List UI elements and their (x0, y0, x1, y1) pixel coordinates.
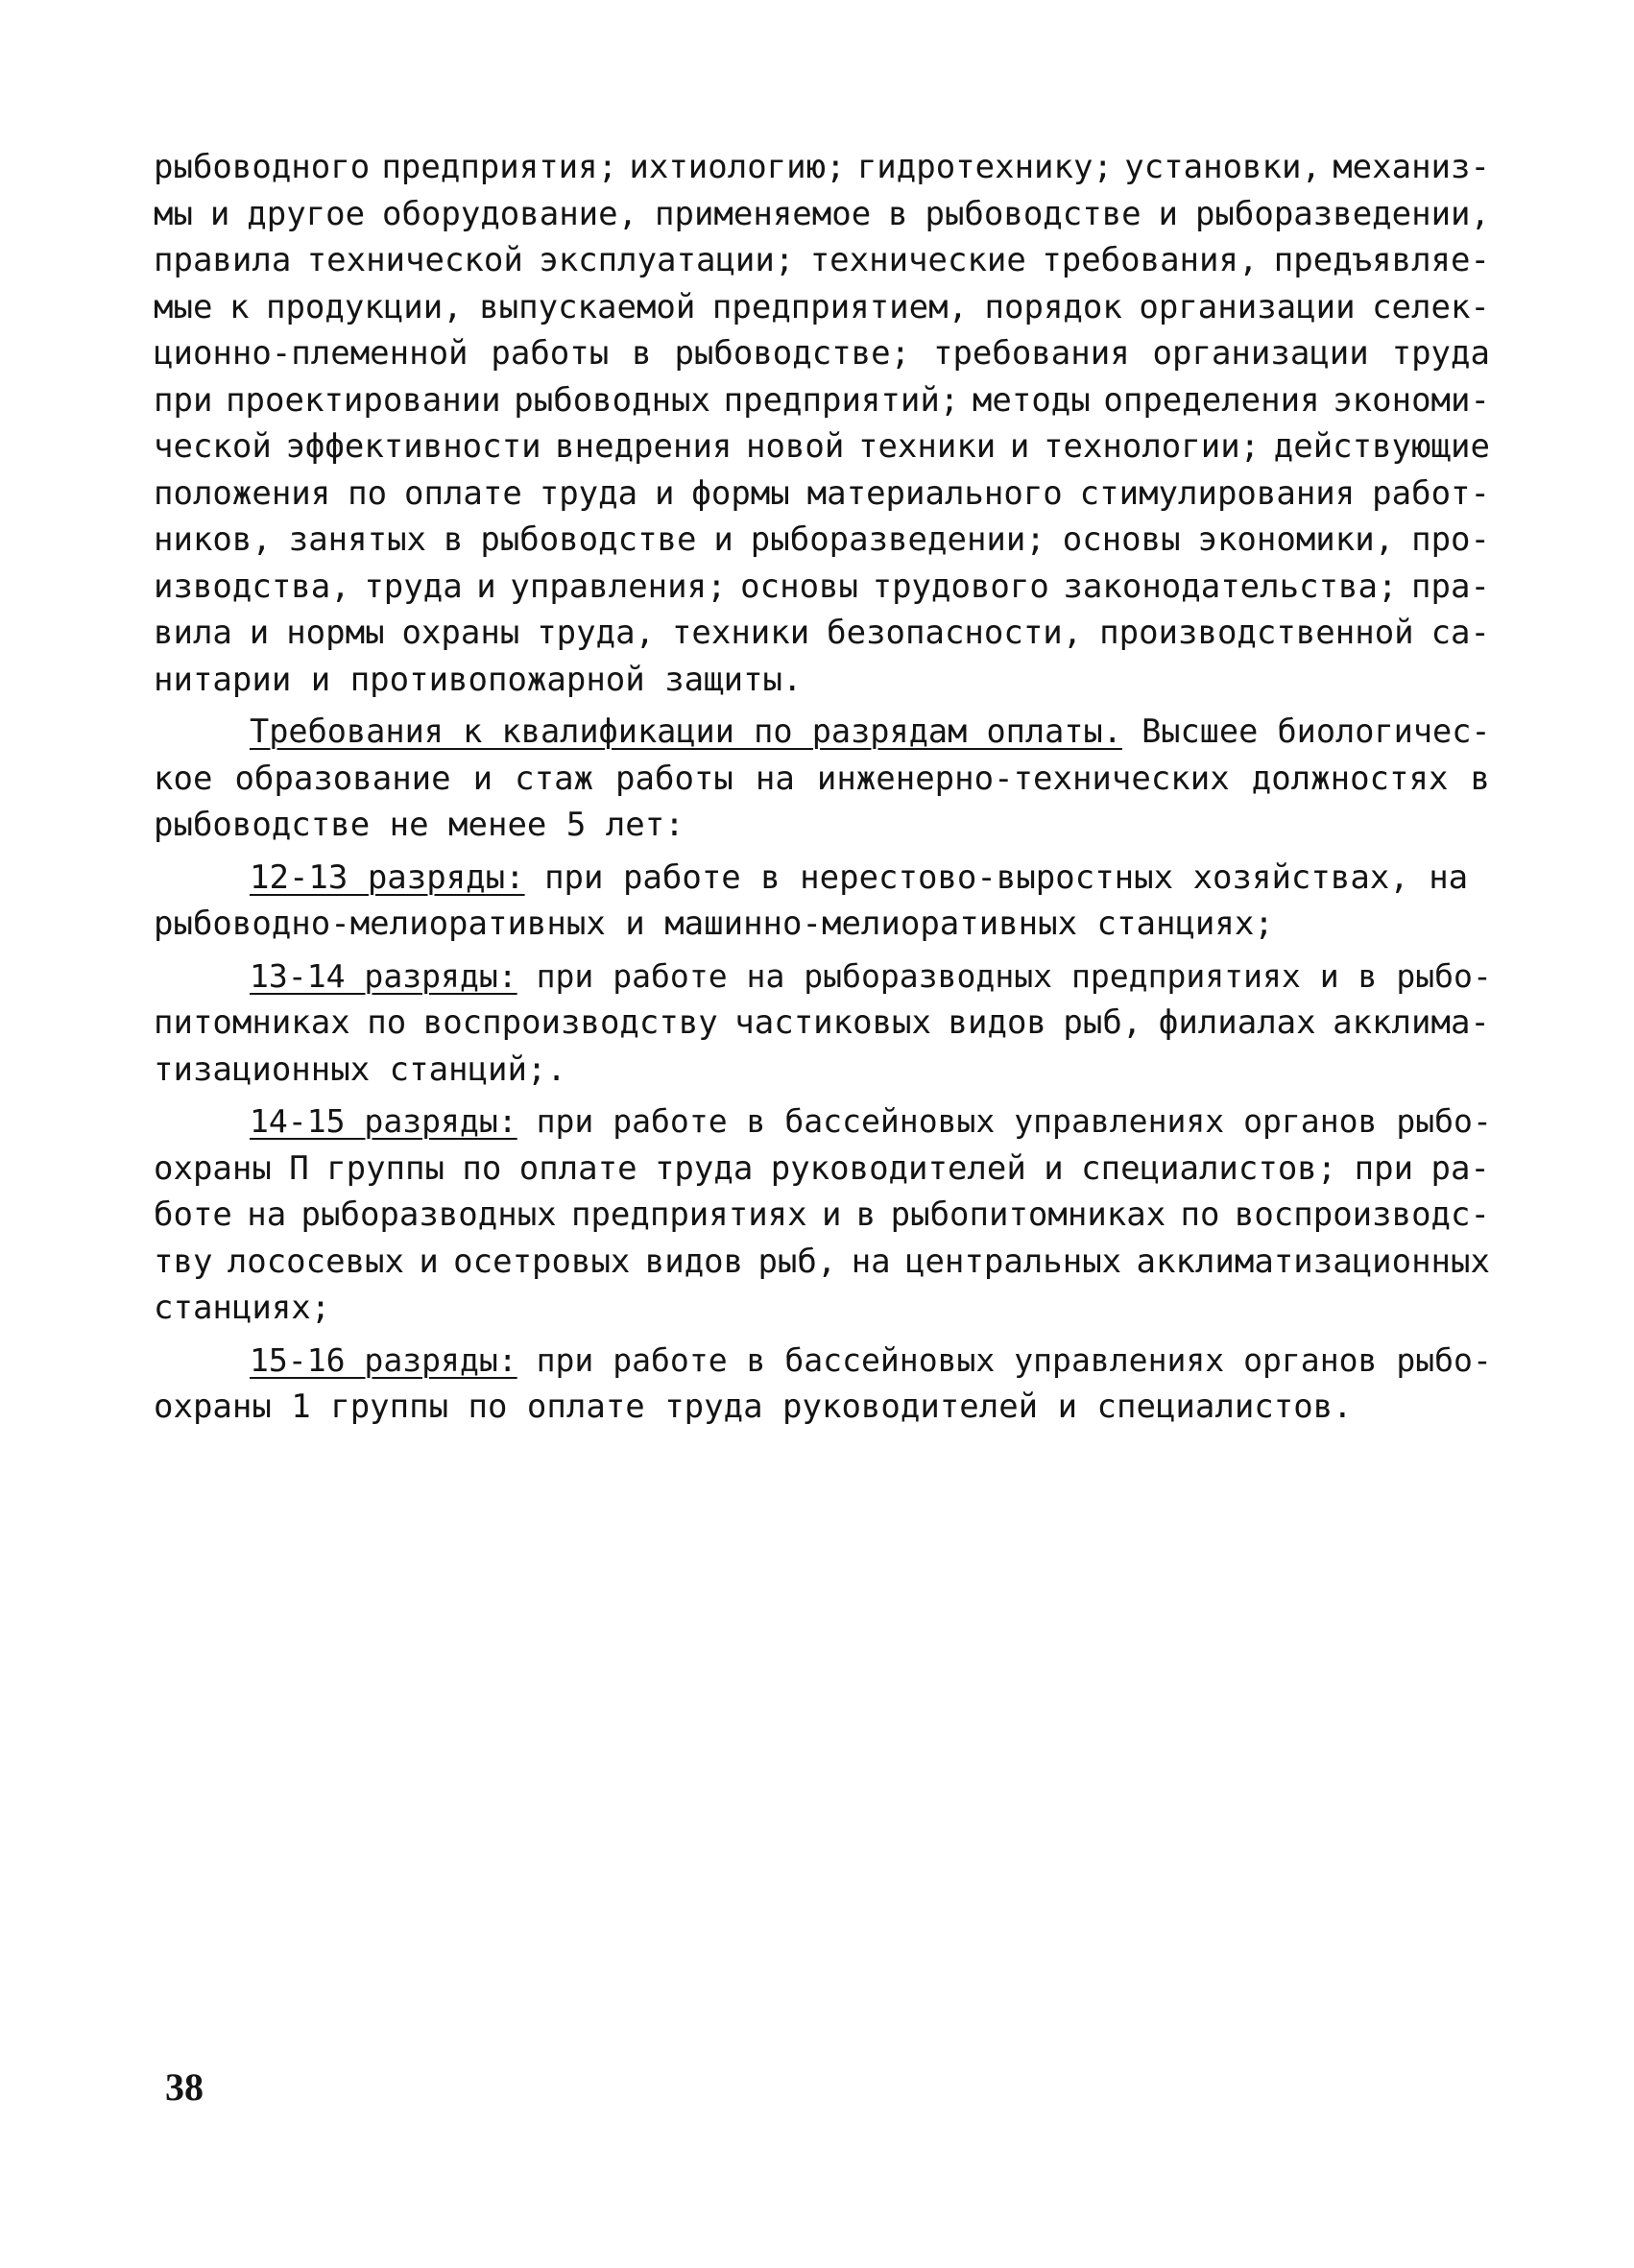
requirements-heading: Требования к квалификации по разрядам оплаты. (250, 712, 1122, 750)
word: в (888, 194, 908, 233)
word: и (655, 473, 675, 513)
word: по (462, 1148, 502, 1188)
text-line: тизационных станций;. (154, 1050, 566, 1089)
word: видов (948, 1003, 1046, 1042)
word: порядок (984, 287, 1122, 326)
word: охраны (154, 1148, 272, 1188)
word: гидротехнику; (856, 148, 1113, 186)
paragraph-grade-13-14 (154, 953, 1490, 1094)
grade-first-line-rest: при работе в бассейновых управлениях органов рыбо- (536, 1340, 1492, 1379)
grade-label: 12-13 разряды: (250, 857, 525, 897)
grade-label: 15-16 разряды: (250, 1340, 517, 1379)
word: технической (306, 241, 523, 279)
word: новой (746, 427, 845, 466)
word: формы (691, 473, 790, 513)
text-line (154, 330, 1490, 377)
word: труда, (537, 614, 656, 652)
text-line (154, 756, 1490, 803)
word: предъявляе- (1273, 241, 1490, 279)
grade-first-line-rest: при работе в бассейновых управлениях органов рыбо- (536, 1102, 1492, 1140)
text-line (154, 144, 1490, 191)
word: производственной (1099, 614, 1414, 652)
word: проектировании (226, 380, 501, 420)
word: методы (972, 380, 1091, 420)
word: в (443, 520, 464, 559)
word: са- (1430, 614, 1490, 652)
word: при (1354, 1148, 1414, 1188)
word: и (476, 567, 496, 606)
text-line (154, 237, 1490, 284)
word: управления; (510, 567, 727, 606)
word: к (228, 287, 250, 326)
text-line: рыбоводстве не менее 5 лет: (154, 806, 685, 844)
paragraph-grade-15-16 (154, 1338, 1490, 1431)
word: работы (491, 334, 610, 373)
word: изводства, (154, 567, 350, 606)
word: применяемое (655, 194, 872, 233)
word: центральных (904, 1242, 1122, 1281)
requirements-first-line (154, 709, 1490, 756)
word: П (289, 1148, 309, 1188)
word: по (348, 473, 388, 513)
paragraph-grade-14-15 (154, 1098, 1490, 1332)
word: и (713, 520, 733, 559)
word: на (851, 1242, 891, 1281)
paragraph-knowledge (154, 144, 1490, 703)
word: механиз- (1333, 148, 1490, 186)
grade-first-line (154, 855, 1490, 902)
body-text (154, 144, 1490, 1431)
word: образование (234, 759, 451, 798)
grade-first-line (154, 1098, 1490, 1146)
word: другое (247, 194, 366, 233)
word: акклима- (1333, 1003, 1490, 1042)
word: требования, (1042, 241, 1259, 279)
word: продукции, (265, 287, 463, 326)
word: частиковых (734, 1003, 931, 1042)
word: действующие (1273, 427, 1490, 466)
word: рыборазведении, (1194, 194, 1490, 233)
word: технологии; (1043, 427, 1261, 466)
word: инженерно-технических (816, 759, 1230, 798)
word: пра- (1411, 567, 1490, 606)
word: и (472, 759, 493, 798)
word: рыб, (757, 1242, 837, 1281)
word: и (1158, 194, 1179, 233)
word: лососевых (227, 1242, 404, 1281)
word: при (154, 380, 213, 420)
word: рыбоводстве; (674, 334, 911, 373)
word: специалистов; (1081, 1148, 1337, 1188)
word: и (249, 614, 270, 652)
word: рыбоводстве (925, 194, 1141, 233)
paragraph-requirements (154, 709, 1490, 849)
word: ников, (154, 520, 272, 559)
word: оплате (518, 1148, 637, 1188)
word: акклиматизационных (1136, 1242, 1490, 1281)
word: на (755, 759, 795, 798)
word: рыборазводных (300, 1195, 557, 1234)
word: технические (809, 241, 1026, 279)
word: материального (806, 473, 1063, 513)
word: мые (154, 287, 213, 326)
word: должностях (1251, 759, 1449, 798)
text-line: рыбоводно-мелиоративных и машинно-мелиоративных станциях; (154, 905, 1274, 943)
word: эффективности (285, 427, 541, 466)
word: ционно-племенной (154, 334, 469, 373)
text-line (154, 1239, 1490, 1286)
word: рыбоводных (514, 380, 710, 420)
word: законодательства; (1063, 567, 1398, 606)
word: организации (1139, 287, 1356, 326)
word: группы (326, 1148, 445, 1188)
word: предприятия; (381, 148, 618, 186)
grade-first-line-rest: при работе в нерестово-выростных хозяйствах, на (544, 857, 1469, 897)
word: воспроизводс- (1234, 1195, 1490, 1234)
text-line: станциях; (154, 1289, 331, 1327)
word: труда (1391, 334, 1490, 373)
word: организации (1152, 334, 1369, 373)
word: питомниках (154, 1003, 350, 1042)
text-line: нитарии и противопожарной защиты. (154, 660, 803, 699)
paragraph-grade-12-13 (154, 855, 1490, 948)
word: вила (154, 614, 232, 652)
word: филиалах (1158, 1003, 1316, 1042)
word: нормы (286, 614, 385, 652)
word: видов (644, 1242, 744, 1281)
word: экономики, (1197, 520, 1395, 559)
word: рыб, (1063, 1003, 1142, 1042)
word: техники (857, 427, 997, 466)
grade-label: 13-14 разряды: (250, 956, 517, 995)
word: труда (364, 567, 463, 606)
grade-first-line-rest: при работе на рыборазводных предприятиях и в рыбо- (536, 956, 1492, 995)
word: и (419, 1242, 439, 1281)
text-line: охраны 1 группы по оплате труда руководителей и специалистов. (154, 1387, 1353, 1426)
word: в (632, 334, 652, 373)
page-number: 38 (165, 2065, 204, 2109)
word: охраны (401, 614, 520, 652)
requirements-first-line-rest: Высшее биологичес- (1141, 712, 1491, 750)
word: установки, (1124, 148, 1321, 186)
word: тву (154, 1242, 213, 1281)
word: ческой (154, 427, 272, 466)
grade-first-line (154, 953, 1490, 1001)
text-line (154, 423, 1490, 470)
word: про- (1411, 520, 1490, 559)
word: воспроизводству (422, 1003, 718, 1042)
word: положения (154, 473, 331, 513)
word: селек- (1372, 287, 1490, 326)
word: в (855, 1195, 877, 1234)
word: в (1470, 759, 1490, 798)
word: труда (539, 473, 638, 513)
word: работ- (1372, 473, 1490, 513)
word: выпускаемой (479, 287, 696, 326)
word: боте (154, 1195, 232, 1234)
word: внедрения (555, 427, 733, 466)
word: оплате (404, 473, 522, 513)
word: правила (154, 241, 292, 279)
word: и (1044, 1148, 1064, 1188)
word: по (1180, 1195, 1220, 1234)
word: основы (1062, 520, 1181, 559)
word: рыборазведении; (750, 520, 1045, 559)
text-line (154, 377, 1490, 424)
word: руководителей (770, 1148, 1026, 1188)
word: экономи- (1333, 380, 1490, 420)
word: определения (1103, 380, 1320, 420)
word: основы (740, 567, 858, 606)
word: стаж (515, 759, 594, 798)
word: предприятий; (723, 380, 960, 420)
word: и (1009, 427, 1030, 466)
word: стимулирования (1079, 473, 1356, 513)
text-line (154, 517, 1490, 564)
word: предприятием, (711, 287, 969, 326)
word: эксплуатации; (539, 241, 795, 279)
word: требования (932, 334, 1130, 373)
grade-label: 14-15 разряды: (250, 1102, 517, 1140)
text-line (154, 610, 1490, 657)
word: работы (615, 759, 733, 798)
word: безопасности, (827, 614, 1083, 652)
word: по (367, 1003, 407, 1042)
text-line (154, 1000, 1490, 1047)
word: и (821, 1195, 842, 1234)
text-line (154, 1192, 1490, 1239)
word: осетровых (453, 1242, 631, 1281)
text-line (154, 470, 1490, 518)
word: рыбоводстве (480, 520, 697, 559)
word: ра- (1430, 1148, 1490, 1188)
word: оборудование, (381, 194, 638, 233)
word: трудового (872, 567, 1049, 606)
word: предприятиях (570, 1195, 807, 1234)
word: ихтиологию; (629, 148, 846, 186)
text-line (154, 284, 1490, 331)
word: рыбоводного (154, 148, 371, 186)
word: кое (154, 759, 213, 798)
word: техники (671, 614, 810, 652)
word: занятых (288, 520, 427, 559)
word: труда (654, 1148, 754, 1188)
text-line (154, 1146, 1490, 1193)
text-line (154, 564, 1490, 611)
grade-first-line (154, 1338, 1490, 1385)
word: на (247, 1195, 287, 1234)
text-line (154, 191, 1490, 238)
word: рыбопитомниках (890, 1195, 1166, 1234)
word: и (209, 194, 230, 233)
word: мы (154, 194, 193, 233)
